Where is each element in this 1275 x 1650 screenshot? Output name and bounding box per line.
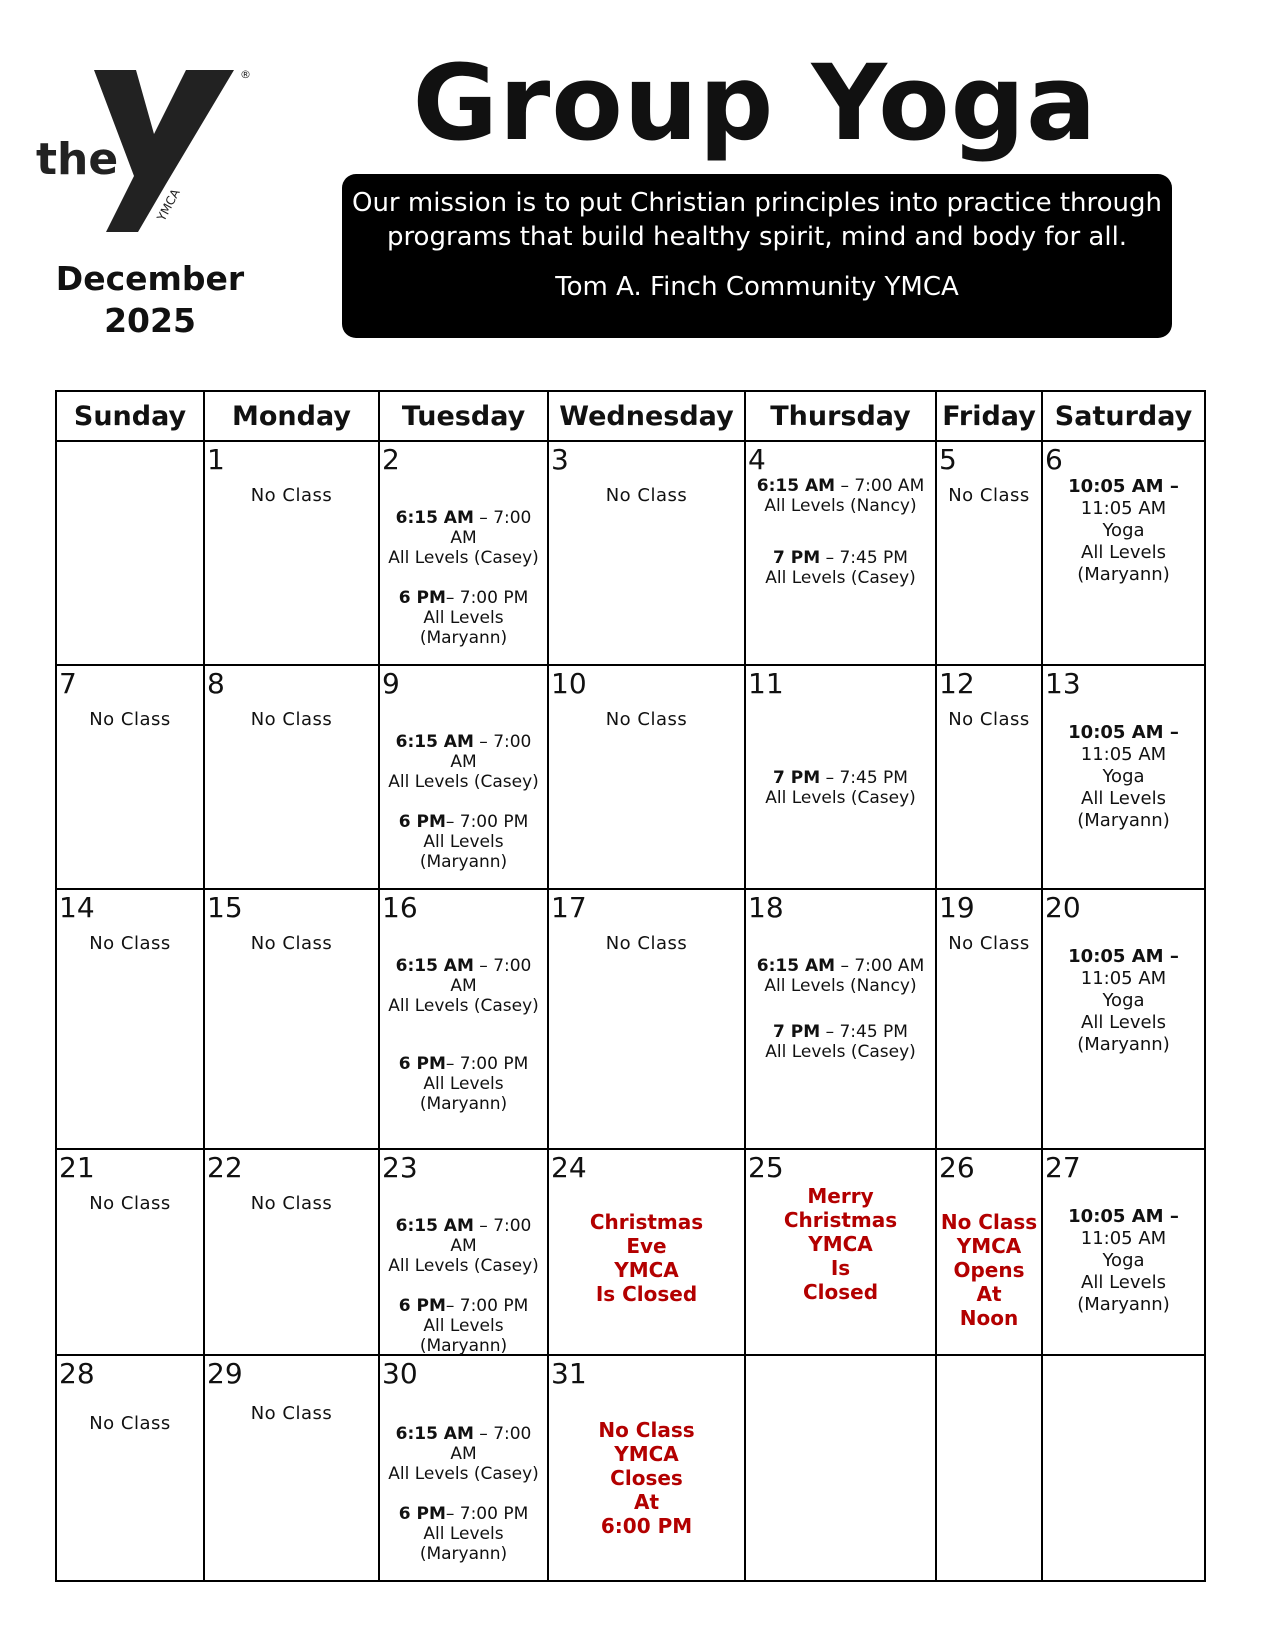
day-number: 10: [551, 667, 587, 700]
logo-ymca-text: YMCA: [154, 186, 183, 224]
day-cell-4: [745, 441, 936, 665]
day-cell-24: [548, 1149, 745, 1355]
class-end-time: 11:05 AM: [1080, 498, 1167, 519]
class-level: All Levels (Maryann): [419, 832, 508, 872]
day-cell-21: [56, 1149, 204, 1355]
day-number: 25: [748, 1151, 784, 1184]
header-saturday: Saturday: [1042, 391, 1205, 441]
holiday-line: Merry: [807, 1184, 874, 1208]
class-level: All Levels (Maryann): [419, 608, 508, 648]
holiday-line: YMCA: [614, 1258, 679, 1282]
day-number: 4: [748, 443, 766, 476]
class-level: All Levels: [1081, 1272, 1166, 1293]
class-start-time: 7 PM: [773, 548, 821, 568]
header-thursday: Thursday: [745, 391, 936, 441]
holiday-notice: [746, 1184, 935, 1304]
day-cell-26: [936, 1149, 1042, 1355]
day-number: 26: [939, 1151, 975, 1184]
day-cell-17: [548, 889, 745, 1149]
class-schedule: [380, 956, 547, 1114]
class-end-time: – 7:00 AM: [450, 956, 532, 996]
day-number: 18: [748, 891, 784, 924]
mission-banner: [342, 174, 1172, 338]
no-class-label: No Class: [250, 933, 333, 954]
day-cell-29: [204, 1355, 379, 1581]
class-level: All Levels: [1081, 788, 1166, 809]
class-level: All Levels: [1081, 542, 1166, 563]
holiday-line: Christmas: [783, 1208, 898, 1232]
day-number: 7: [59, 667, 77, 700]
class-end-time: 11:05 AM: [1080, 1228, 1167, 1249]
day-number: 8: [207, 667, 225, 700]
class-schedule: [746, 768, 935, 808]
no-class-label: No Class: [89, 933, 171, 954]
no-class-label: No Class: [250, 1403, 333, 1424]
class-level: All Levels (Casey): [765, 568, 916, 588]
day-number: 22: [207, 1151, 243, 1184]
day-cell-19: [936, 889, 1042, 1149]
mission-line-2: programs that build healthy spirit, mind and body for all.: [386, 222, 1128, 252]
day-cell-28: [56, 1355, 204, 1581]
holiday-line: Eve: [626, 1234, 667, 1258]
class-start-time: 6:15 AM: [395, 1424, 474, 1444]
class-level: All Levels (Casey): [388, 772, 539, 792]
holiday-line: Noon: [959, 1306, 1019, 1330]
day-cell-empty: [56, 441, 204, 665]
day-cell-2: [379, 441, 548, 665]
day-cell-7: [56, 665, 204, 889]
day-number: 2: [382, 443, 400, 476]
day-cell-23: [379, 1149, 548, 1355]
class-start-time: 10:05 AM –: [1068, 946, 1179, 967]
class-start-time: 6:15 AM: [756, 956, 836, 976]
class-schedule: [746, 476, 935, 588]
class-schedule: [1043, 476, 1204, 586]
day-cell-16: [379, 889, 548, 1149]
class-schedule: [1043, 1206, 1204, 1316]
holiday-line: No Class: [598, 1418, 695, 1442]
holiday-line: YMCA: [614, 1442, 679, 1466]
class-start-time: 6:15 AM: [756, 476, 836, 496]
class-level: All Levels (Nancy): [764, 496, 917, 516]
day-cell-11: [745, 665, 936, 889]
class-level: All Levels (Casey): [388, 548, 539, 568]
day-cell-empty: [936, 1355, 1042, 1581]
day-number: 27: [1045, 1151, 1081, 1184]
class-end-time: – 7:00 PM: [445, 1296, 529, 1316]
branch-name: Tom A. Finch Community YMCA: [555, 272, 959, 302]
holiday-line: Closes: [610, 1466, 683, 1490]
class-end-time: – 7:45 PM: [825, 548, 908, 568]
class-schedule: [1043, 946, 1204, 1056]
week-row-2: [56, 665, 1205, 889]
day-number: 5: [939, 443, 957, 476]
month-label: December: [55, 259, 245, 298]
day-number: 11: [748, 667, 784, 700]
calendar-grid: [55, 390, 1206, 1582]
week-row-3: [56, 889, 1205, 1149]
day-cell-8: [204, 665, 379, 889]
no-class-label: No Class: [948, 709, 1030, 730]
no-class-label: No Class: [89, 1193, 171, 1214]
class-name: Yoga: [1102, 520, 1145, 541]
day-number: 23: [382, 1151, 418, 1184]
day-number: 30: [382, 1357, 418, 1390]
class-start-time: 6:15 AM: [395, 508, 474, 528]
class-teacher: (Maryann): [1077, 564, 1170, 585]
day-cell-31: [548, 1355, 745, 1581]
class-end-time: 11:05 AM: [1080, 744, 1167, 765]
class-end-time: – 7:00 AM: [450, 508, 532, 548]
day-number: 14: [59, 891, 95, 924]
ymca-y-logo-icon: [36, 64, 266, 244]
week-row-1: [56, 441, 1205, 665]
class-level: All Levels (Casey): [765, 788, 916, 808]
class-end-time: – 7:00 PM: [445, 812, 529, 832]
class-schedule: [380, 1424, 547, 1564]
day-number: 6: [1045, 443, 1063, 476]
class-start-time: 10:05 AM –: [1068, 1206, 1179, 1227]
week-row-4: [56, 1149, 1205, 1355]
holiday-notice: [549, 1418, 744, 1538]
class-schedule: [746, 956, 935, 1062]
class-end-time: 11:05 AM: [1080, 968, 1167, 989]
holiday-line: YMCA: [956, 1234, 1022, 1258]
day-number: 29: [207, 1357, 243, 1390]
day-cell-25: [745, 1149, 936, 1355]
ymca-logo: [36, 64, 266, 244]
class-level: All Levels (Casey): [388, 996, 539, 1016]
day-cell-9: [379, 665, 548, 889]
holiday-notice: [937, 1210, 1041, 1330]
holiday-line: Closed: [802, 1280, 879, 1304]
day-number: 24: [551, 1151, 587, 1184]
day-cell-6: [1042, 441, 1205, 665]
weekday-header-row: [56, 391, 1205, 441]
holiday-line: No Class: [940, 1210, 1038, 1234]
no-class-label: No Class: [89, 709, 171, 730]
class-start-time: 6 PM: [398, 812, 446, 832]
page-title: Group Yoga: [412, 42, 1098, 164]
day-number: 21: [59, 1151, 95, 1184]
day-number: 20: [1045, 891, 1081, 924]
holiday-line: YMCA: [808, 1232, 873, 1256]
class-schedule: [380, 508, 547, 648]
year-label: 2025: [104, 301, 196, 340]
day-number: 1: [207, 443, 225, 476]
class-name: Yoga: [1102, 766, 1145, 787]
class-end-time: – 7:00 AM: [840, 956, 925, 976]
day-cell-5: [936, 441, 1042, 665]
logo-the-text: the: [36, 134, 119, 185]
class-teacher: (Maryann): [1077, 1034, 1170, 1055]
no-class-label: No Class: [948, 485, 1030, 506]
no-class-label: No Class: [89, 1413, 171, 1434]
day-number: 17: [551, 891, 587, 924]
holiday-line: At: [633, 1490, 660, 1514]
class-end-time: – 7:00 PM: [445, 1054, 529, 1074]
class-level: All Levels (Casey): [388, 1256, 539, 1276]
day-cell-20: [1042, 889, 1205, 1149]
class-schedule: [380, 1216, 547, 1356]
day-cell-1: [204, 441, 379, 665]
header-monday: Monday: [204, 391, 379, 441]
class-level: All Levels (Maryann): [419, 1316, 508, 1356]
header-wednesday: Wednesday: [548, 391, 745, 441]
holiday-line: Opens: [953, 1258, 1025, 1282]
class-name: Yoga: [1102, 1250, 1145, 1271]
day-number: 9: [382, 667, 400, 700]
holiday-line: Is Closed: [595, 1282, 698, 1306]
class-start-time: 6 PM: [398, 588, 446, 608]
day-cell-14: [56, 889, 204, 1149]
day-number: 15: [207, 891, 243, 924]
class-end-time: – 7:00 AM: [840, 476, 925, 496]
header-tuesday: Tuesday: [379, 391, 548, 441]
class-teacher: (Maryann): [1077, 810, 1170, 831]
class-level: All Levels (Maryann): [419, 1074, 508, 1114]
holiday-line: 6:00 PM: [600, 1514, 693, 1538]
registered-mark: ®: [240, 68, 251, 81]
class-end-time: – 7:45 PM: [825, 768, 908, 788]
holiday-notice: [549, 1210, 744, 1306]
class-level: All Levels (Casey): [765, 1042, 916, 1062]
no-class-label: No Class: [948, 933, 1030, 954]
day-cell-15: [204, 889, 379, 1149]
class-start-time: 6:15 AM: [395, 956, 474, 976]
class-start-time: 6:15 AM: [395, 732, 474, 752]
day-number: 3: [551, 443, 569, 476]
class-start-time: 6 PM: [398, 1296, 446, 1316]
day-cell-10: [548, 665, 745, 889]
holiday-line: Christmas: [589, 1210, 704, 1234]
class-start-time: 6 PM: [398, 1504, 446, 1524]
class-end-time: – 7:45 PM: [825, 1022, 908, 1042]
day-cell-3: [548, 441, 745, 665]
class-start-time: 10:05 AM –: [1068, 476, 1179, 497]
class-start-time: 7 PM: [773, 768, 821, 788]
holiday-line: At: [976, 1282, 1002, 1306]
day-number: 13: [1045, 667, 1081, 700]
class-level: All Levels (Casey): [388, 1464, 539, 1484]
class-schedule: [1043, 722, 1204, 832]
no-class-label: No Class: [605, 485, 688, 506]
class-schedule: [380, 732, 547, 872]
day-number: 12: [939, 667, 975, 700]
day-cell-12: [936, 665, 1042, 889]
class-start-time: 6:15 AM: [395, 1216, 474, 1236]
day-cell-13: [1042, 665, 1205, 889]
class-start-time: 10:05 AM –: [1068, 722, 1179, 743]
no-class-label: No Class: [250, 709, 333, 730]
class-name: Yoga: [1102, 990, 1145, 1011]
class-level: All Levels: [1081, 1012, 1166, 1033]
no-class-label: No Class: [605, 933, 688, 954]
class-end-time: – 7:00 AM: [450, 1216, 532, 1256]
no-class-label: No Class: [250, 1193, 333, 1214]
class-end-time: – 7:00 AM: [450, 1424, 532, 1464]
class-level: All Levels (Nancy): [764, 976, 917, 996]
header-friday: Friday: [936, 391, 1042, 441]
day-cell-empty: [1042, 1355, 1205, 1581]
class-start-time: 6 PM: [398, 1054, 446, 1074]
class-end-time: – 7:00 PM: [445, 1504, 529, 1524]
day-cell-18: [745, 889, 936, 1149]
no-class-label: No Class: [605, 709, 688, 730]
no-class-label: No Class: [250, 485, 333, 506]
day-number: 16: [382, 891, 418, 924]
class-end-time: – 7:00 PM: [445, 588, 529, 608]
class-level: All Levels (Maryann): [419, 1524, 508, 1564]
day-cell-22: [204, 1149, 379, 1355]
class-end-time: – 7:00 AM: [450, 732, 532, 772]
mission-line-1: Our mission is to put Christian principles into practice through: [351, 188, 1162, 218]
month-year-label: [40, 258, 260, 342]
day-number: 31: [551, 1357, 587, 1390]
class-start-time: 7 PM: [773, 1022, 821, 1042]
day-cell-27: [1042, 1149, 1205, 1355]
class-teacher: (Maryann): [1077, 1294, 1170, 1315]
holiday-line: Is: [830, 1256, 851, 1280]
day-number: 19: [939, 891, 975, 924]
day-cell-30: [379, 1355, 548, 1581]
day-cell-empty: [745, 1355, 936, 1581]
header-sunday: Sunday: [56, 391, 204, 441]
week-row-5: [56, 1355, 1205, 1581]
day-number: 28: [59, 1357, 95, 1390]
